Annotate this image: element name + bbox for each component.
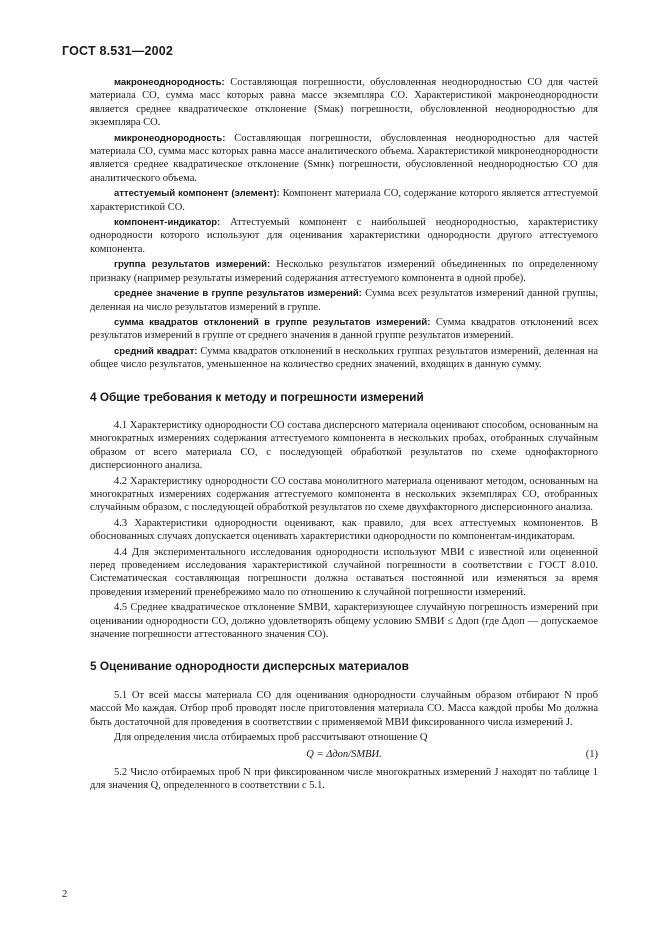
formula-expression: Q = Δдоп/SМВИ. xyxy=(306,749,382,761)
definition-text: Сумма квадратов отклонений всех результатов измерений в группе от среднего значения в данной группе результатов измерений. xyxy=(90,316,599,342)
definition-term: макронеоднородность: xyxy=(114,77,225,88)
definition-term: сумма квадратов отклонений в группе результатов измерений: xyxy=(114,316,431,328)
definition-item xyxy=(90,216,598,256)
definitions-list xyxy=(90,76,598,372)
definition-text: Несколько результатов измерений объединенных по определенному признаку (например результаты измерений содержания аттестуемого компонента в одной пробе). xyxy=(90,259,599,284)
section-5-title: 5 Оценивание однородности дисперсных материалов xyxy=(90,659,409,674)
definition-item xyxy=(90,316,598,343)
paragraph: 4.4 Для экспериментального исследования однородности используют МВИ с известной или оцененной перед проведением исследования характеристикой случайной погрешности в соответствии с ГОСТ 8.010. Систематическая составляющая погрешности должна оставаться постоянной или изменяться за время проведения измерений пренебрежимо мало по отношению к случайной погрешности измерений. xyxy=(90,546,598,598)
paragraph: 5.1 От всей массы материала СО для оценивания однородности случайным образом отбирают N проб массой Mо каждая. Отбор проб проводят после приготовления материала СО. Масса каждой пробы Mо должна быть достаточной для проведения в соответствии с применяемой МВИ фиксированного числа измерений J. xyxy=(90,689,598,728)
definition-text: Сумма квадратов отклонений в нескольких группах результатов измерений, деленная на общее число результатов, уменьшенное на количество средних значений, входящих в данную сумму. xyxy=(90,345,598,371)
paragraph: 4.2 Характеристику однородности СО состава монолитного материала оценивают методом, основанным на многократных измерениях содержания аттестуемого компонента в нескольких экземплярах СО, отобранных случайным образом, с последующей обработкой результатов по схеме двухфакторного дисперсионного анализа. xyxy=(90,475,598,514)
definition-text: Аттестуемый компонент с наибольшей неоднородностью, характеристику однородности которого используют для оценивания характеристики однородности другого аттестуемого компонента. xyxy=(90,217,599,255)
definition-term: группа результатов измерений: xyxy=(114,259,271,271)
definition-term: микронеоднородность: xyxy=(114,132,226,144)
definition-item xyxy=(90,287,598,314)
page-content xyxy=(90,76,598,795)
paragraph: 4.5 Среднее квадратическое отклонение SМВИ, характеризующее случайную погрешность измерений при оценивании однородности СО, должно удовлетворять общему условию SМВИ ≤ Δдоп (где Δдоп — допускаемое значение погрешности аттестованного значения СО). xyxy=(90,602,598,641)
paragraph: 4.1 Характеристику однородности СО состава дисперсного материала оценивают способом, основанным на многократных измерениях содержания аттестуемого компонента в нескольких пробах, отобранных случайным образом от всего материала СО, с последующей обработкой результатов по схеме однофакторного дисперсионного анализа. xyxy=(90,419,599,472)
section-4-title: 4 Общие требования к методу и погрешности измерений xyxy=(90,389,424,404)
definition-text: Составляющая погрешности, обусловленная неоднородностью СО для частей материала СО, сумма масс которых равна массе экземпляра СО. Характеристикой макронеоднородности является среднее квадратическое отклонение (Sмак) погрешности, обусловленной неоднородностью для экземпляра СО. xyxy=(90,77,598,129)
page-number: 2 xyxy=(62,889,68,900)
definition-term: компонент-индикатор: xyxy=(114,217,221,229)
definition-term: среднее значение в группе результатов измерений: xyxy=(114,288,362,300)
definition-item xyxy=(90,187,598,214)
definition-item xyxy=(90,345,598,372)
formula-number: (1) xyxy=(585,749,598,761)
definition-text: Составляющая погрешности, обусловленная неоднородностью для частей материала СО, сумма масс которых равна массе аналитического объема. Характеристикой микронеоднородности является среднее квадратическое отклонение (Sмнк) погрешности, обусловленной неоднородностью СО для аналитического объема. xyxy=(90,132,598,184)
definition-item xyxy=(90,258,598,285)
definition-term: аттестуемый компонент (элемент): xyxy=(114,188,280,200)
formula-1 xyxy=(90,748,598,761)
definition-text: Сумма всех результатов измерений данной группы, деленная на число результатов измерений в группе. xyxy=(90,288,599,313)
section-4-body xyxy=(90,419,598,642)
definition-item xyxy=(90,76,598,130)
paragraph: Для определения числа отбираемых проб рассчитывают отношение Q xyxy=(114,732,428,744)
paragraph-5-2: 5.2 Число отбираемых проб N при фиксированном числе многократных измерений J находят по таблице 1 для значения Q, определенного в соответствии с 5.1. xyxy=(90,766,598,792)
definition-item xyxy=(90,132,598,186)
definition-text: Компонент материала СО, содержание которого является аттестуемой характеристикой СО. xyxy=(90,188,598,213)
definition-term: средний квадрат: xyxy=(114,345,198,357)
page-header: ГОСТ 8.531—2002 xyxy=(62,44,174,58)
paragraph: 4.3 Характеристики однородности оценивают, как правило, для всех аттестуемых компонентов. В обоснованных случаях допускается оценивать характеристики однородности по компонентам-индикаторам. xyxy=(90,517,598,543)
section-5-body xyxy=(90,689,598,745)
